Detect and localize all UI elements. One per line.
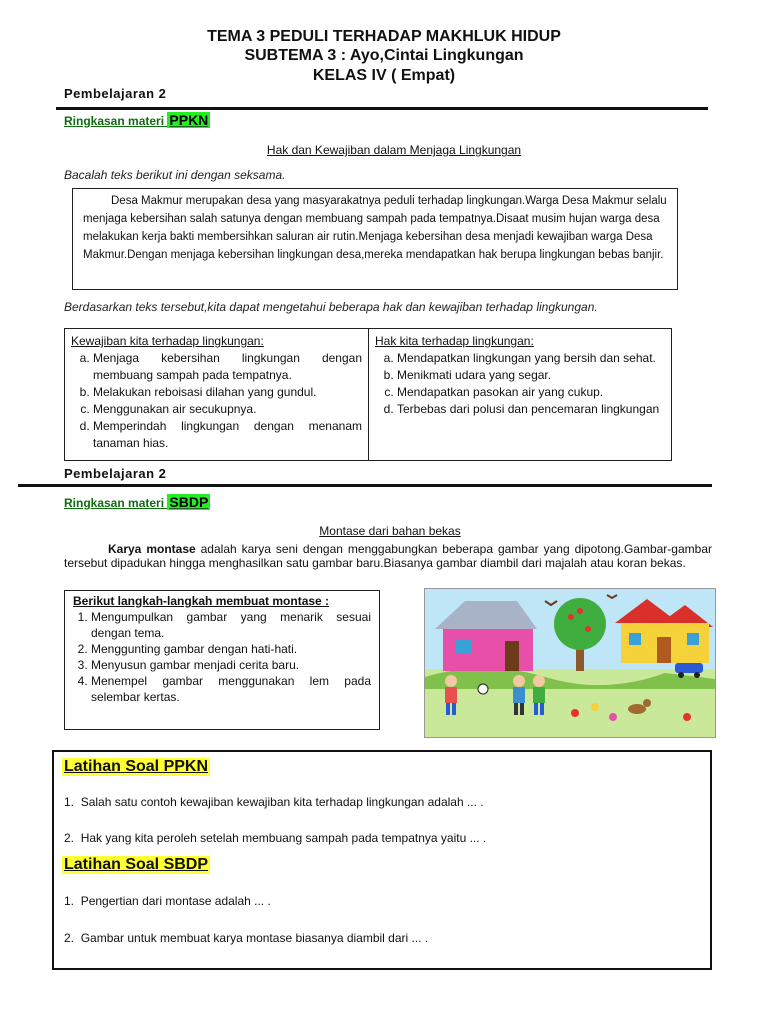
topic-heading-sbdp: Montase dari bahan bekas <box>319 524 461 538</box>
summary-label-sbdp <box>64 494 210 510</box>
worksheet-title: TEMA 3 PEDULI TERHADAP MAKHLUK HIDUP <box>207 28 561 45</box>
list-item: d. Memperindah lingkungan dengan menanam tanaman hias. <box>93 418 362 452</box>
worksheet-class: KELAS IV ( Empat) <box>312 67 456 84</box>
list-item: d. Terbebas dari polusi dan pencemaran lingkungan <box>397 401 665 418</box>
exercise-title-ppkn: Latihan Soal PPKN <box>64 758 209 775</box>
montage-scene-drawing <box>425 589 715 737</box>
question-text: Gambar untuk membuat karya montase biasanya diambil dari ... . <box>80 931 429 945</box>
montase-definition-text: adalah karya seni dengan menggabungkan beberapa gambar yang dipotong.Gambar-gambar tersebut dipadukan hingga menghasilkan satu gambar baru.Biasanya gambar diambil dari majalah atau koran bekas. <box>64 542 712 570</box>
sbdp-question-2: 2. Gambar untuk membuat karya montase biasanya diambil dari ... . <box>64 931 429 945</box>
list-item: 4. Menempel gambar menggunakan lem pada selembar kertas. <box>91 673 371 705</box>
rights-list <box>375 350 665 418</box>
obligations-list <box>71 350 362 452</box>
lesson-heading-2: Pembelajaran 2 <box>64 466 167 481</box>
rights-obligations-table <box>64 328 672 461</box>
ppkn-question-2: 2. Hak yang kita peroleh setelah membuang sampah pada tempatnya yaitu ... . <box>64 831 487 845</box>
subject-badge-sbdp: SBDP <box>169 494 209 510</box>
montage-illustration <box>424 588 716 738</box>
section-divider-2 <box>18 484 712 487</box>
montage-steps-box <box>64 590 380 730</box>
exercise-box <box>52 750 712 970</box>
section-divider-1 <box>56 107 708 110</box>
lesson-heading-1: Pembelajaran 2 <box>64 86 167 101</box>
list-item: 2. Menggunting gambar dengan hati-hati. <box>91 641 371 657</box>
summary-label-ppkn <box>64 112 210 128</box>
montase-term: Karya montase <box>108 542 196 556</box>
rights-heading: Hak kita terhadap lingkungan: <box>375 334 534 348</box>
list-item: a. Mendapatkan lingkungan yang bersih dan sehat. <box>397 350 665 367</box>
question-text: Salah satu contoh kewajiban kewajiban kita terhadap lingkungan adalah ... . <box>80 795 484 809</box>
subject-badge-ppkn: PPKN <box>169 112 209 128</box>
list-item: a. Menjaga kebersihan lingkungan dengan membuang sampah pada tempatnya. <box>93 350 362 384</box>
summary-prefix: Ringkasan materi <box>64 496 165 510</box>
exercise-title-sbdp: Latihan Soal SBDP <box>64 856 209 873</box>
obligations-heading: Kewajiban kita terhadap lingkungan: <box>71 334 264 348</box>
steps-list <box>73 609 371 705</box>
list-item: b. Melakukan reboisasi dilahan yang gundul. <box>93 384 362 401</box>
reading-passage: Desa Makmur merupakan desa yang masyarakatnya peduli terhadap lingkungan.Warga Desa Makmur selalu menjaga kebersihan salah satunya dengan membuang sampah pada tempatnya.Disaat musim hujan warga desa melakukan kerja bakti membersihkan saluran air rutin.Menjaga kebersihan desa menjadi kewajiban warga Desa Makmur.Dengan menjaga kebersihan lingkungan desa,mereka mendapatkan hak berupa lingkungan bebas banjir. <box>83 195 667 261</box>
list-item: c. Mendapatkan pasokan air yang cukup. <box>397 384 665 401</box>
rights-column <box>369 329 671 460</box>
sbdp-question-1: 1. Pengertian dari montase adalah ... . <box>64 894 271 908</box>
reading-instruction: Bacalah teks berikut ini dengan seksama. <box>64 168 286 182</box>
list-item: b. Menikmati udara yang segar. <box>397 367 665 384</box>
steps-heading: Berikut langkah-langkah membuat montase : <box>73 594 330 608</box>
list-item: 1. Mengumpulkan gambar yang menarik sesuai dengan tema. <box>91 609 371 641</box>
reading-passage-box <box>72 188 678 290</box>
conclusion-text: Berdasarkan teks tersebut,kita dapat mengetahui beberapa hak dan kewajiban terhadap lingkungan. <box>64 300 598 314</box>
obligations-column <box>65 329 369 460</box>
topic-heading-ppkn: Hak dan Kewajiban dalam Menjaga Lingkungan <box>266 143 522 157</box>
question-text: Pengertian dari montase adalah ... . <box>80 894 271 908</box>
ppkn-question-1: 1. Salah satu contoh kewajiban kewajiban kita terhadap lingkungan adalah ... . <box>64 795 484 809</box>
montase-definition <box>64 542 712 570</box>
summary-prefix: Ringkasan materi <box>64 114 165 128</box>
question-text: Hak yang kita peroleh setelah membuang sampah pada tempatnya yaitu ... . <box>80 831 487 845</box>
worksheet-subtheme: SUBTEMA 3 : Ayo,Cintai Lingkungan <box>244 47 524 64</box>
list-item: 3. Menyusun gambar menjadi cerita baru. <box>91 657 371 673</box>
list-item: c. Menggunakan air secukupnya. <box>93 401 362 418</box>
